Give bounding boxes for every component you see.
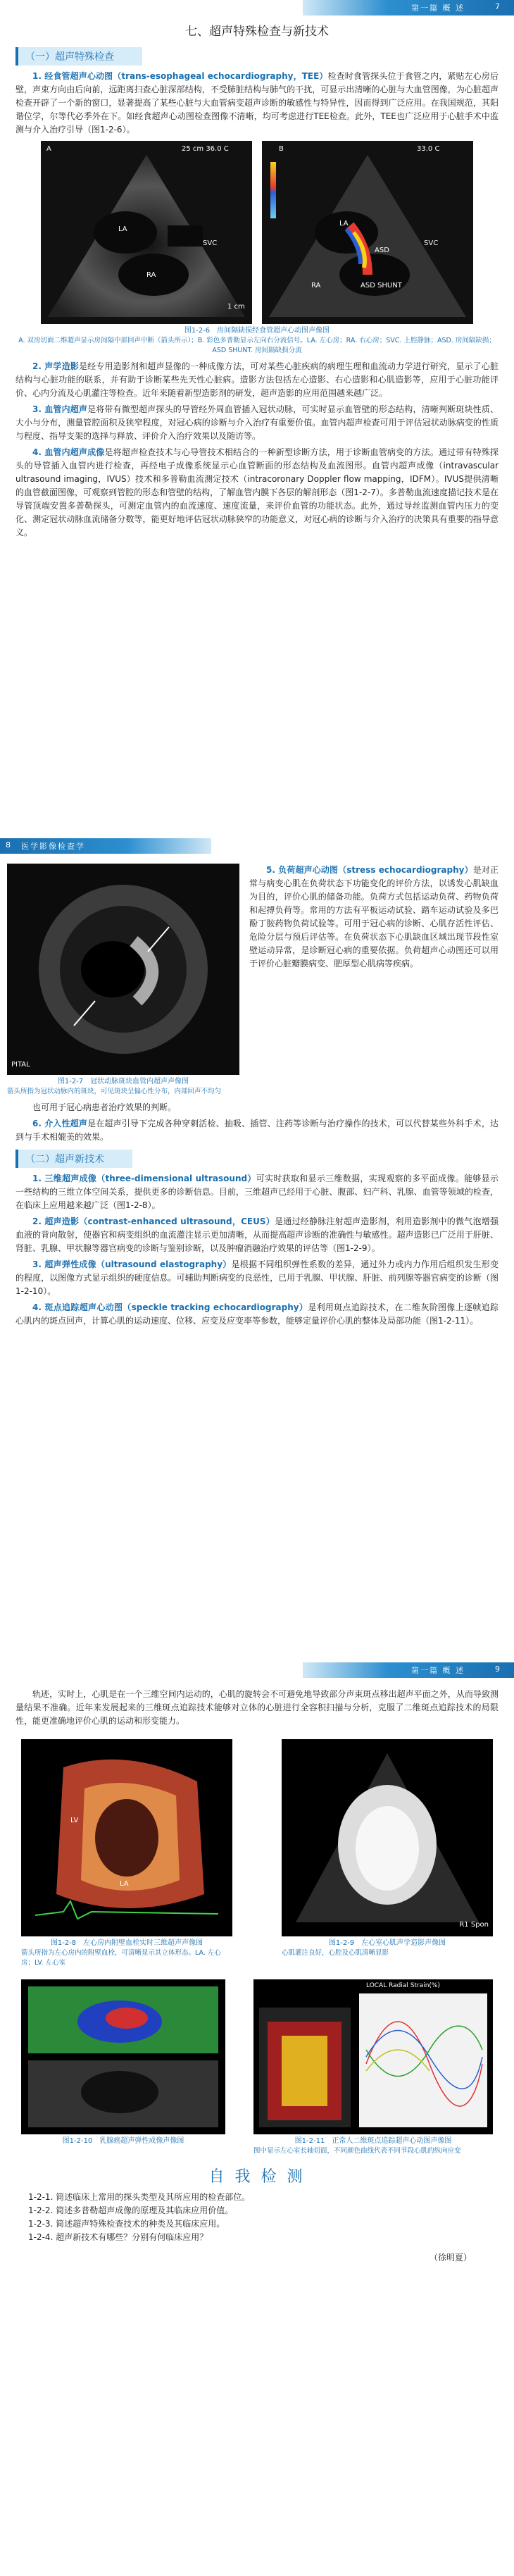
question-item: 1-2-1. 简述临床上常用的探头类型及其所应用的检查部位。 bbox=[28, 2192, 251, 2202]
term-en: （speckle tracking echocardiography） bbox=[123, 1302, 308, 1312]
label-la: LA bbox=[120, 1880, 129, 1888]
echo-image-b bbox=[262, 141, 473, 324]
label-asd: ASD bbox=[375, 247, 389, 254]
paragraph-tee bbox=[15, 70, 499, 137]
paragraph-text: 是将带有微型超声探头的导管经外周血管插入冠状动脉，可实时显示血管壁的形态结构，清晰判断斑块性质、大小与分布，测量管腔面积及狭窄程度，对冠心病的诊断与介入治疗有重要价值。血管内超声检查可用于评估冠状动脉病变的性质与程度、指导支架的选择与释放、评价介入治疗效果以及随访等。 bbox=[15, 404, 499, 441]
figure-caption: 图1-2-6 房间隔缺损经食管超声心动图声像图 bbox=[184, 327, 330, 335]
panel-label-a: A bbox=[46, 145, 51, 153]
scale-label-a: 25 cm 36.0 C bbox=[182, 145, 229, 153]
paragraph-top: 轨迹，实时上，心肌是在一个三维空间内运动的，心肌的旋转会不可避免地导致部分声束斑点移出超声平面之外，从而导致测量结果不准确。近年来发展起来的三维斑点追踪技术能够对立体的心脏进行全容积扫描与分析，克服了二维斑点追踪技术的局限性，能更准确地评价心肌的运动和形变能力。 bbox=[15, 1689, 499, 1726]
chart-label: LOCAL Radial Strain(%) bbox=[366, 1982, 440, 1989]
image-label: R1 Spon bbox=[459, 1921, 489, 1929]
section-heading: （二）超声新技术 bbox=[15, 1150, 132, 1168]
3d-echo-image bbox=[21, 1739, 232, 1936]
paragraph-stress bbox=[249, 864, 499, 971]
figure-subcaption: 箭头所指为冠状动脉内的斑块，可见斑块呈偏心性分布，内部回声不均匀 bbox=[7, 1088, 222, 1095]
question-item: 1-2-3. 简述超声特殊检查技术的种类及其临床应用。 bbox=[28, 2219, 225, 2229]
label-svc: SVC bbox=[203, 239, 218, 247]
question-item: 1-2-2. 简述多普勒超声成像的原理及其临床应用价值。 bbox=[28, 2205, 234, 2215]
figure-row-2 bbox=[21, 1979, 493, 2156]
figure-caption: 图1-2-11 正常人二维斑点追踪超声心动图声像图 bbox=[294, 2137, 452, 2145]
figure-1-2-9 bbox=[282, 1739, 493, 1968]
question-list bbox=[0, 2191, 514, 2244]
paragraph-speckle bbox=[15, 1301, 499, 1328]
paragraph-text: 是利用斑点追踪技术，在二维灰阶图像上逐帧追踪心肌内的斑点回声，计算心肌的运动速度、位移、应变及应变率等参数，能够定量评价心肌的整体及局部功能（图1-2-11）。 bbox=[15, 1302, 499, 1326]
term-en: （trans-esophageal echocardiography，TEE） bbox=[113, 71, 328, 81]
figure-1-2-7 bbox=[7, 864, 239, 1097]
page-header bbox=[0, 838, 514, 854]
chapter-title: 七、超声特殊检查与新技术 bbox=[185, 25, 329, 39]
page-number: 9 bbox=[495, 1665, 500, 1674]
page-gap bbox=[0, 1606, 514, 1662]
page-1 bbox=[0, 0, 514, 782]
question-item: 1-2-4. 超声新技术有哪些？分别有何临床应用？ bbox=[28, 2232, 208, 2242]
paragraph-text: 是根据不同组织弹性系数的差异，通过外力或内力作用后组织发生形变的程度，以图像方式显示组织的硬度信息。可辅助判断病变的良恶性，已用于乳腺、甲状腺、肝脏、前列腺等器官病变的诊断（图1-2-10）。 bbox=[15, 1259, 499, 1296]
speckle-tracking-image bbox=[253, 1979, 493, 2134]
header-label: 第一篇 概 述 bbox=[411, 4, 465, 13]
label-cm: 1 cm bbox=[227, 303, 245, 311]
figure-1-2-11 bbox=[253, 1979, 493, 2156]
label-la-b: LA bbox=[339, 220, 349, 228]
page-3 bbox=[0, 1662, 514, 2576]
paragraph-contrast bbox=[15, 360, 499, 400]
term: 4. 斑点追踪超声心动图 bbox=[32, 1302, 123, 1312]
page-2 bbox=[0, 838, 514, 1606]
header-label: 第一篇 概 述 bbox=[411, 1666, 465, 1675]
paragraph-text: 是将超声检查技术与心导管技术相结合的一种新型诊断方法，用于诊断血管病变的方法。通过带有特殊探头的导管插入血管内进行检查，再经电子成像系统显示心血管断面的形态结构及血流图形。血管内超声成像（intravascular ultrasound imaging，IVUS）技术和多普勒血流测定技术（intracoronary Doppler flow mapping，IDFM）。IVUS提供清晰的血管截面图像，可观察到管腔的形态和管壁的结构，了解血管内膜下各层的解剖形态（图1-2-7）。多普勒血流速度描记技术是在导管顶端安置多普勒探头，可测定血管内的血流速度、速度流量，来评价血管的功能状态。此外，通过导丝监测血管内压力的变化、测定冠状动脉血流储备分数等，能更好地评估冠状动脉狭窄的功能意义，对冠心病的诊断与介入治疗的决策具有重要的指导意义。 bbox=[15, 447, 499, 537]
figure-1-2-6 bbox=[15, 141, 499, 356]
figure-subcaption: 箭头所指为左心房内的附壁血栓，可清晰显示其立体形态。LA. 左心房；LV. 左心室 bbox=[21, 1949, 221, 1967]
self-test-title: 自 我 检 测 bbox=[208, 2168, 306, 2186]
figure-caption: 图1-2-9 左心室心肌声学造影声像图 bbox=[328, 1939, 446, 1947]
paragraph-3d bbox=[15, 1172, 499, 1212]
page-number: 8 bbox=[6, 840, 11, 850]
contrast-echo-image bbox=[282, 1739, 493, 1936]
figure-subcaption: 心肌灌注良好，心腔及心肌清晰显影 bbox=[282, 1949, 389, 1957]
image-label: PITAL bbox=[11, 1061, 30, 1069]
paragraph-text: 是通过经静脉注射超声造影剂，利用造影剂中的微气泡增强血液的背向散射，使器官和病变组织的血流灌注显示更加清晰，从而提高超声诊断的准确性与敏感性。超声造影已广泛用于肝脏、肾脏、乳腺、甲状腺等器官病变的诊断与鉴别诊断，以及肿瘤消融治疗效果的评估等（图1-2-9）。 bbox=[15, 1217, 499, 1253]
figure-caption: 图1-2-10 乳腺癌超声弹性成像声像图 bbox=[62, 2137, 184, 2145]
paragraph-stress-cont: 也可用于冠心病患者治疗效果的判断。 bbox=[32, 1102, 177, 1112]
term-en: （three-dimensional ultrasound） bbox=[96, 1174, 256, 1183]
label-ra: RA bbox=[146, 271, 156, 279]
term: 3. 血管内超声 bbox=[32, 404, 88, 414]
page-gap bbox=[0, 782, 514, 838]
label-lv: LV bbox=[70, 1817, 79, 1824]
figure-subcaption: 图中显示左心室长轴切面，不同颜色曲线代表不同节段心肌的纵向应变 bbox=[253, 2147, 461, 2155]
ivus-image bbox=[7, 864, 239, 1075]
figure-caption: 图1-2-7 冠状动脉斑块血管内超声声像图 bbox=[57, 1078, 189, 1085]
echo-image-a bbox=[41, 141, 252, 324]
paragraph-text: 检查时食管探头位于食管之内，紧贴左心房后壁，声束方向由后向前，远距离扫查心脏深部结构，不受肺脏结构与肺气的干扰，可显示出清晰的心脏与大血管图像，为心脏超声检查开辟了一个新的窗口，显著提高了某些心脏与大血管病变超声诊断的敏感性与特异性，因而得到广泛应用。在我国规范，其阳谐位学，尔等代必季外在下。如经食超声心动图检查图像不清晰，均可考虑进行TEE检查。此外，TEE也广泛应用于心脏手术中监测与介入治疗引导（图1-2-6）。 bbox=[15, 71, 499, 135]
figure-caption: 图1-2-8 左心房内附壁血栓实时三维超声声像图 bbox=[50, 1939, 203, 1947]
paragraph-text: 是在超声引导下完成各种穿刺活检、抽吸、插管、注药等诊断与治疗操作的技术，可以代替某些外科手术，达到与手术相媲美的效果。 bbox=[15, 1119, 499, 1142]
term-en: （ultrasound elastography） bbox=[96, 1259, 232, 1269]
paragraph-text: 是对正常与病变心肌在负荷状态下功能变化的评价方法，以诱发心肌缺血为目的，评价心肌的储备功能。负荷方式包括运动负荷、药物负荷和起搏负荷等。常用的方法有平板运动试验、踏车运动试验及多巴酚丁胺药物负荷试验等。可用于冠心病的诊断、心肌存活性评估、危险分层与预后评估等。在负荷状态下心肌缺血区域出现节段性室壁运动异常，是诊断冠心病的重要依据。负荷超声心动图还可以用于评价心脏瓣膜病变、肥厚型心肌病等疾病。 bbox=[249, 865, 499, 969]
section-heading: （一）超声特殊检查 bbox=[15, 47, 142, 66]
label-ra-b: RA bbox=[311, 282, 321, 290]
term: 2. 超声造影 bbox=[32, 1217, 80, 1226]
label-svc-b: SVC bbox=[424, 239, 439, 247]
elastography-image bbox=[21, 1979, 225, 2134]
paragraph-text: 可实时获取和显示三维数据，实现观察的多平面成像。能够显示一些结构的三维立体空间关系，提供更多的诊断信息。目前，三维超声已经用于心脏、腹部、妇产科、乳腺、血管等领域的检查，在临床上应用越来越广泛（图1-2-8）。 bbox=[15, 1174, 499, 1210]
paragraph-ivus bbox=[15, 403, 499, 443]
figure-subcaption: A. 双房切面二维超声显示房间隔中部回声中断（箭头所示）；B. 彩色多普勒显示左向右分流信号。LA. 左心房；RA. 右心房；SVC. 上腔静脉；ASD. 房间隔缺损；ASD SHUNT. 房间隔缺损分流 bbox=[18, 337, 496, 354]
scale-label-b: 33.0 C bbox=[417, 145, 440, 153]
paragraph-interventional bbox=[15, 1117, 499, 1144]
page-header bbox=[0, 0, 514, 15]
label-la: LA bbox=[118, 225, 127, 233]
term: 1. 经食管超声心动图 bbox=[32, 71, 113, 81]
panel-label-b: B bbox=[279, 145, 284, 153]
paragraph-text: 是经专用造影剂和超声显像的一种成像方法，可对某些心脏疾病的病理生理和血流动力学进行研究，显示了心脏结构与心脏功能的联系，并有助于诊断某些先天性心脏病。造影方法包括左心造影、右心造影和心肌造影等，应用于心脏功能评价、心内分流及心肌灌注等检查。近年来随着新型造影剂的研发，超声造影的应用范围越来越广泛。 bbox=[15, 361, 499, 398]
paragraph-elastography bbox=[15, 1258, 499, 1298]
term: 6. 介入性超声 bbox=[32, 1119, 88, 1128]
label-shunt: ASD SHUNT bbox=[361, 282, 402, 290]
author: （徐明夏） bbox=[429, 2253, 472, 2263]
term: 4. 血管内超声成像 bbox=[32, 447, 105, 457]
header-label: 医学影像检查学 bbox=[21, 842, 85, 851]
page-header bbox=[0, 1662, 514, 1678]
figure-1-2-8 bbox=[21, 1739, 232, 1968]
paragraph-ivus-imaging bbox=[15, 446, 499, 540]
term: 3. 超声弹性成像 bbox=[32, 1259, 96, 1269]
paragraph-ceus bbox=[15, 1215, 499, 1255]
term-en: （stress echocardiography） bbox=[338, 865, 473, 875]
term: 2. 声学造影 bbox=[32, 361, 79, 371]
term-en: （contrast-enhanced ultrasound，CEUS） bbox=[79, 1217, 275, 1226]
term: 5. 负荷超声心动图 bbox=[266, 865, 339, 875]
figure-1-2-10 bbox=[21, 1979, 225, 2156]
term: 1. 三维超声成像 bbox=[32, 1174, 97, 1183]
figure-row-1 bbox=[21, 1739, 493, 1968]
page-number: 7 bbox=[495, 2, 500, 11]
